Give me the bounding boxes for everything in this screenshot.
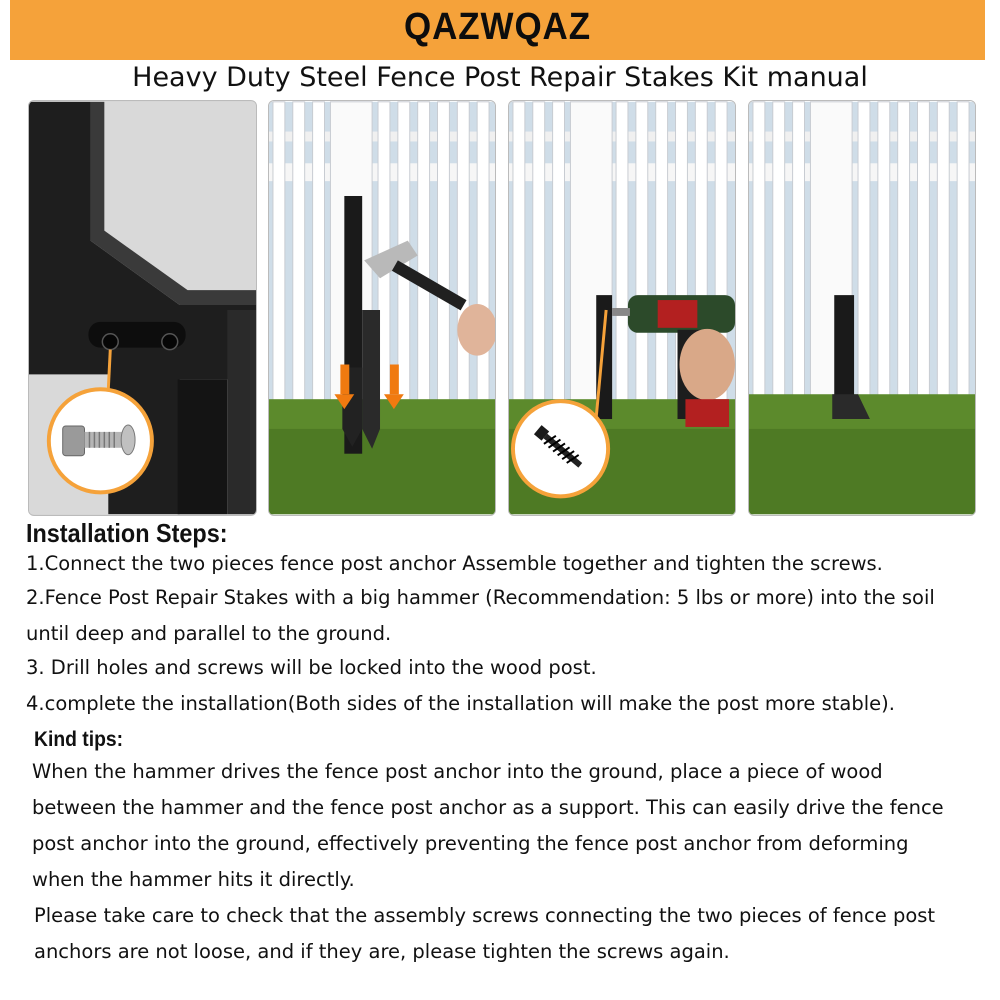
installation-step: 3. Drill holes and screws will be locked into the wood post.: [26, 656, 597, 679]
manual-title: Heavy Duty Steel Fence Post Repair Stakes Kit manual: [132, 62, 868, 93]
installation-step: until deep and parallel to the ground.: [26, 622, 392, 645]
hammer-illustration: [269, 101, 495, 515]
installation-step: 4.complete the installation(Both sides of the installation will make the post more stable).: [26, 692, 895, 715]
tips-line: when the hammer hits it directly.: [32, 868, 355, 891]
bolt-assembly-illustration: [29, 101, 256, 515]
installation-heading: Installation Steps:: [26, 518, 228, 548]
photo-drilling-screws: [508, 100, 736, 516]
brand-banner: [10, 0, 985, 60]
photo-hammer-driving: [268, 100, 496, 516]
photo-completed-installation: [748, 100, 976, 516]
tips-line: post anchor into the ground, effectively preventing the fence post anchor from deforming: [32, 832, 909, 855]
drill-illustration: [509, 101, 735, 515]
tips-line: between the hammer and the fence post anchor as a support. This can easily drive the fence: [32, 796, 944, 819]
installation-step: 2.Fence Post Repair Stakes with a big hammer (Recommendation: 5 lbs or more) into the soil: [26, 586, 935, 609]
tips-heading: Kind tips:: [34, 728, 124, 751]
installation-step: 1.Connect the two pieces fence post anchor Assemble together and tighten the screws.: [26, 552, 883, 575]
tips-line: When the hammer drives the fence post anchor into the ground, place a piece of wood: [32, 760, 883, 783]
tips-line: Please take care to check that the assembly screws connecting the two pieces of fence post: [34, 904, 936, 927]
completed-illustration: [749, 101, 975, 515]
tips-line: anchors are not loose, and if they are, please tighten the screws again.: [34, 940, 730, 963]
brand-name: QAZWQAZ: [403, 6, 592, 48]
photo-bolt-assembly: [28, 100, 257, 516]
